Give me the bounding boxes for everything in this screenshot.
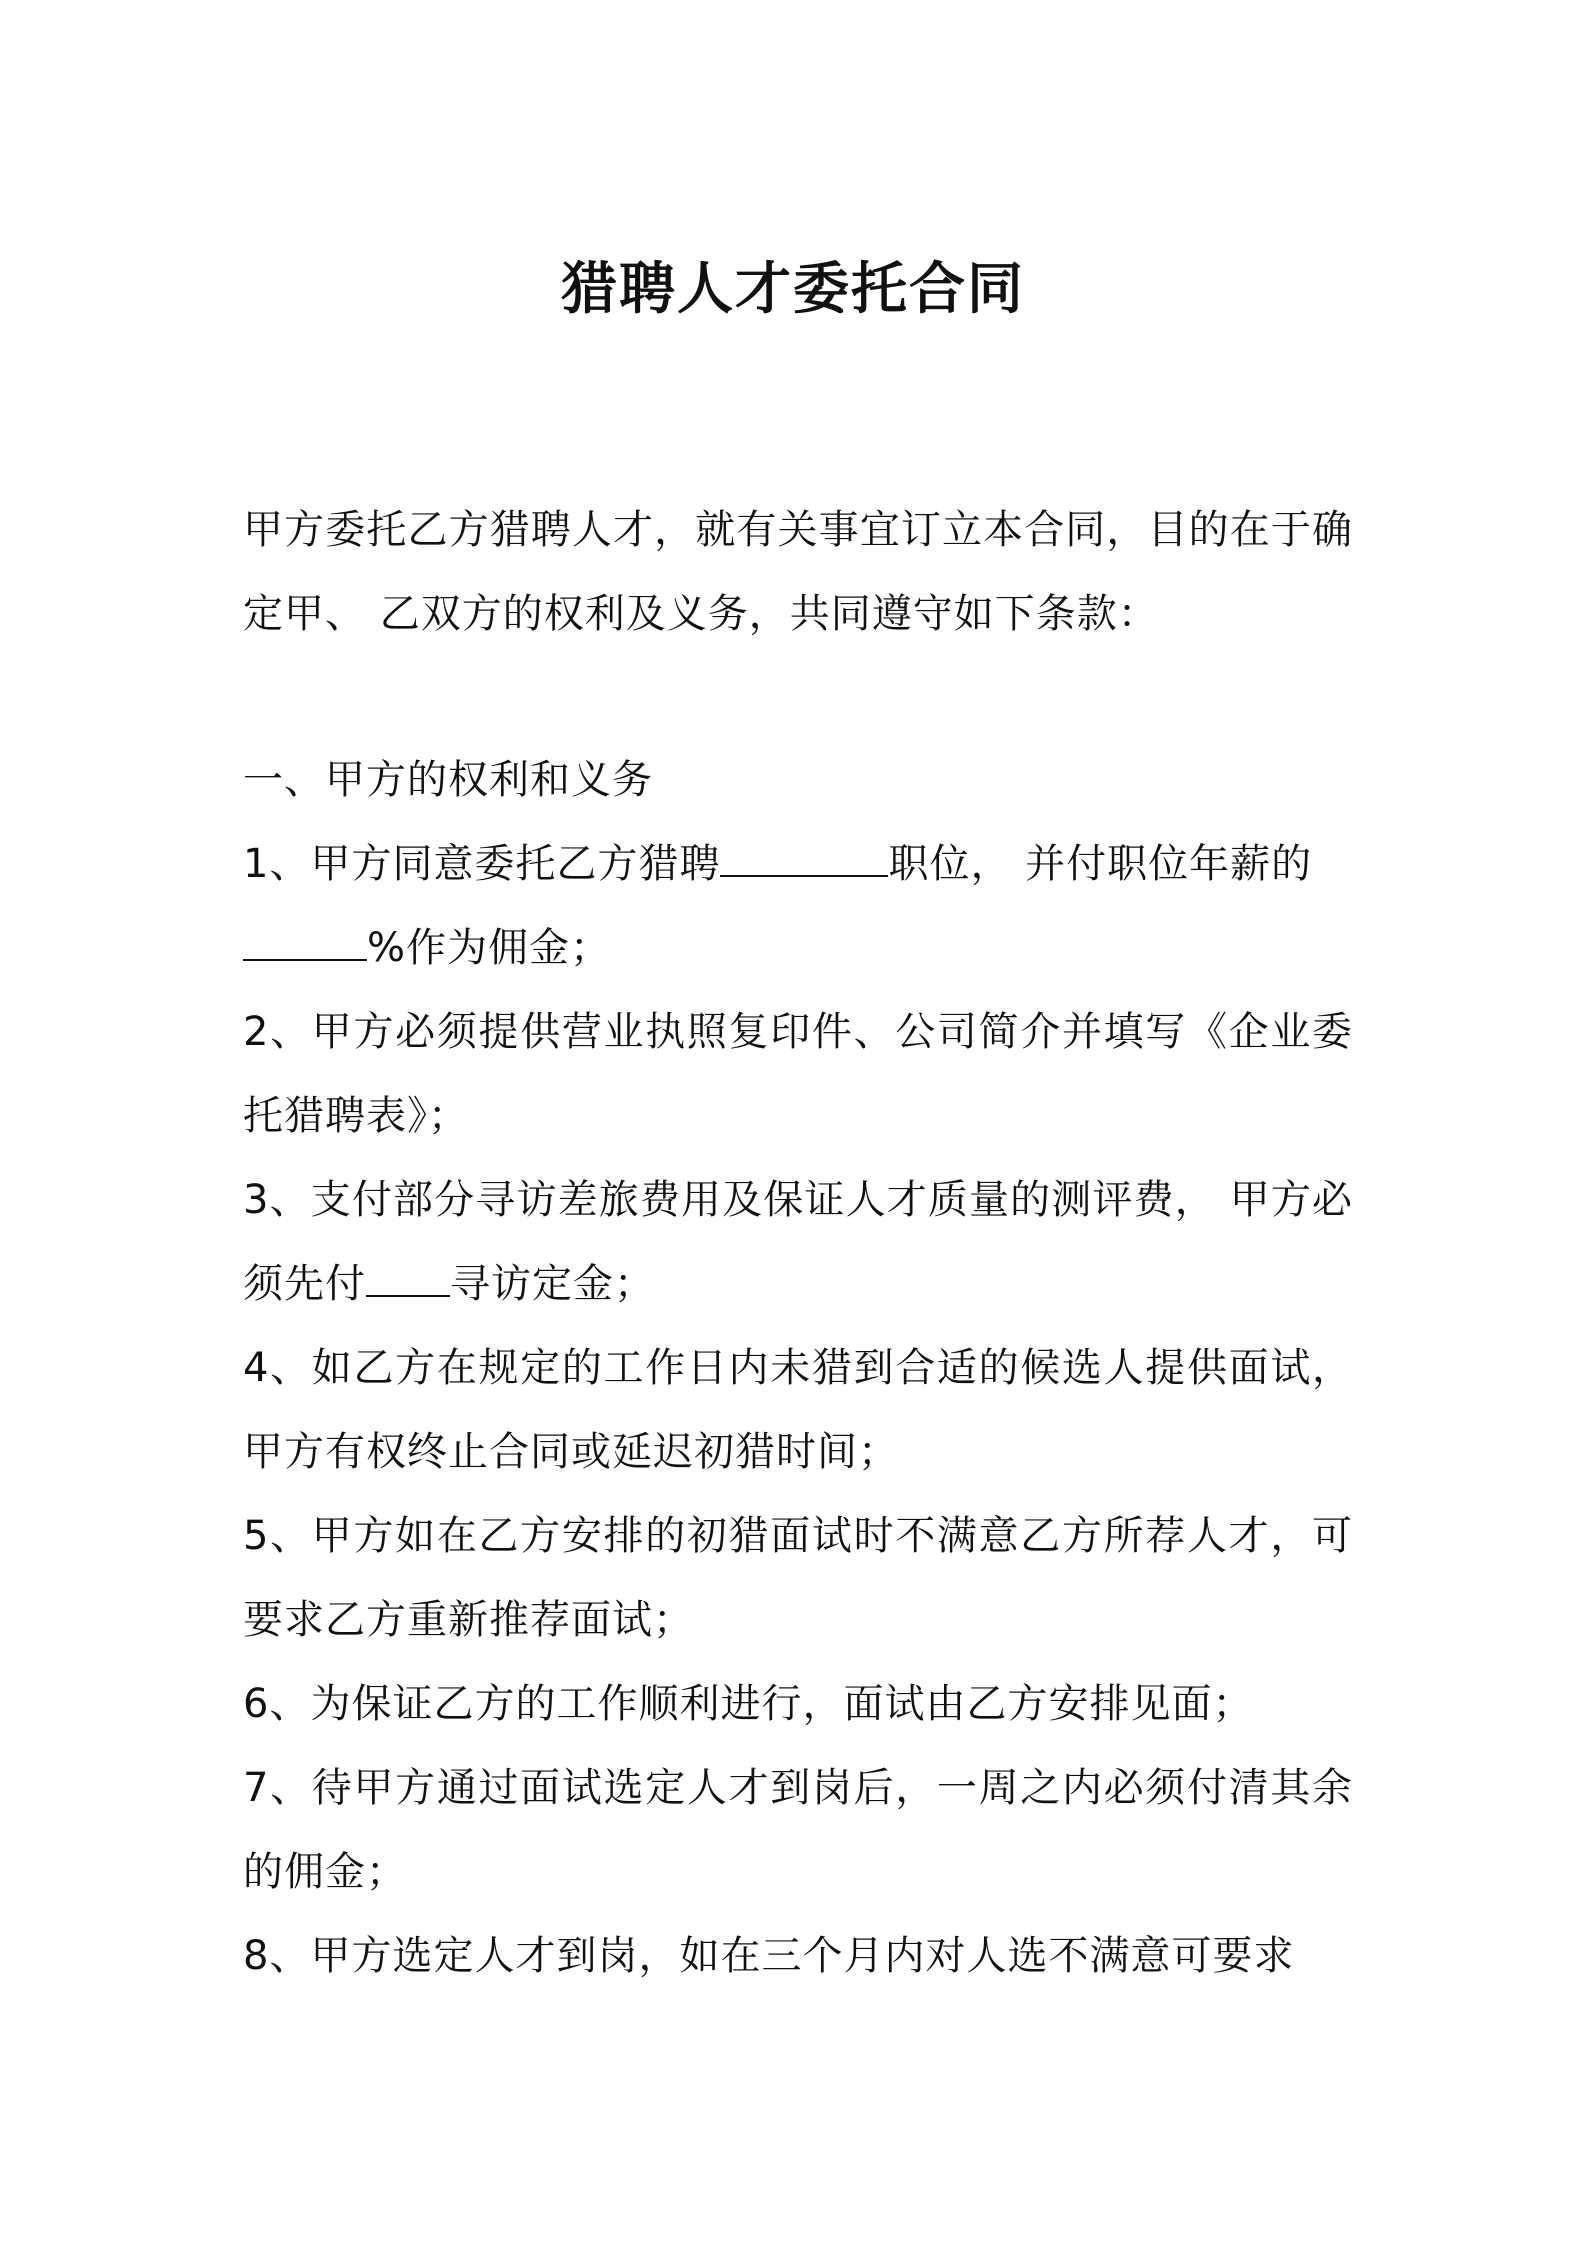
clauses-section — [243, 738, 1353, 1998]
document-title: 猎聘人才委托合同 — [561, 257, 1025, 322]
clause-6: 6、为保证乙方的工作顺利进行，面试由乙方安排见面； — [243, 1681, 1254, 1727]
clause-2: 2、甲方必须提供营业执照复印件、公司简介并填写《企业委托猎聘表》； — [243, 1009, 1353, 1139]
intro-paragraph: 甲方委托乙方猎聘人才，就有关事宜订立本合同，目的在于确定甲、 乙双方的权利及义务，共同遵守如下条款： — [243, 507, 1353, 637]
clause-1-part1: 1、甲方同意委托乙方猎聘 — [243, 841, 721, 887]
deposit-blank — [366, 1261, 450, 1297]
clause-8: 8、甲方选定人才到岗，如在三个月内对人选不满意可要求 — [243, 1933, 1295, 1979]
clause-4: 4、如乙方在规定的工作日内未猎到合适的候选人提供面试，甲方有权终止合同或延迟初猎时间； — [243, 1345, 1353, 1475]
clause-3 — [243, 1158, 1353, 1326]
clause-1 — [243, 822, 1353, 990]
section-title-party-a: 一、甲方的权利和义务 — [243, 757, 653, 803]
clause-1-part2: 职位， 并付职位年薪的 — [888, 841, 1313, 887]
clause-3-part1: 3、支付部分寻访差旅费用及保证人才质量的测评费， 甲方必须先付 — [243, 1177, 1353, 1307]
position-blank — [720, 841, 888, 877]
clause-7: 7、待甲方通过面试选定人才到岗后，一周之内必须付清其余的佣金； — [243, 1765, 1353, 1895]
clause-3-part2: 寻访定金； — [450, 1261, 655, 1307]
percentage-blank — [243, 925, 367, 961]
clause-1-part3: %作为佣金； — [367, 925, 612, 971]
clause-5: 5、甲方如在乙方安排的初猎面试时不满意乙方所荐人才，可要求乙方重新推荐面试； — [243, 1513, 1353, 1643]
